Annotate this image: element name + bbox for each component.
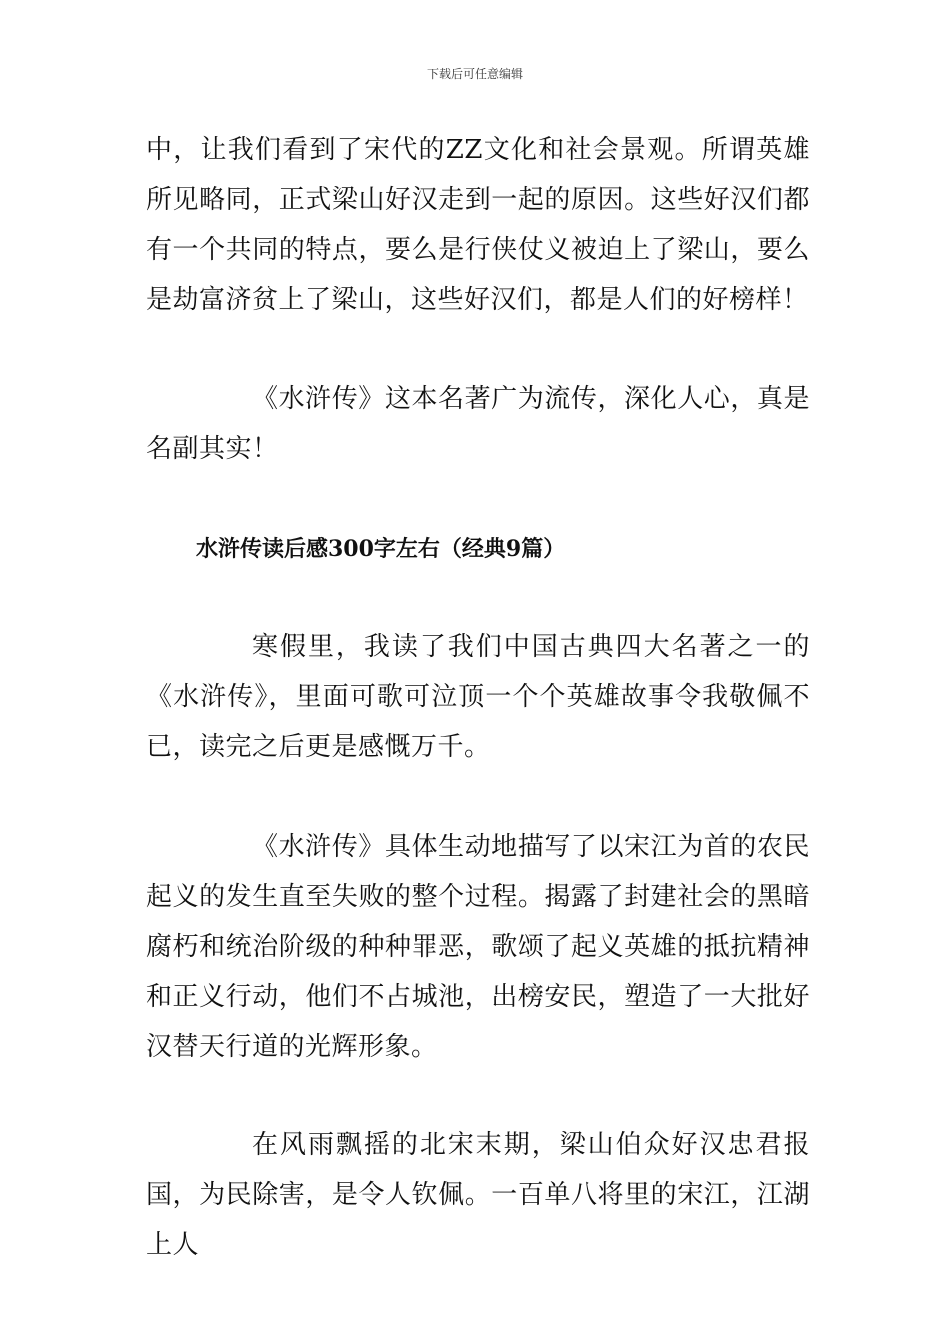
page-header: 下载后可任意编辑 — [426, 67, 523, 81]
section-heading: 水浒传读后感300字左右（经典9篇） — [196, 536, 566, 562]
paragraph-3: 寒假里，我读了我们中国古典四大名著之一的《水浒传》，里面可歌可泣顶一个个英雄故事令我敬佩不已，读完之后更是感慨万千。 — [146, 632, 810, 762]
paragraph-2: 《水浒传》这本名著广为流传，深化人心，真是名副其实！ — [146, 384, 810, 464]
paragraph-5: 在风雨飘摇的北宋末期，梁山伯众好汉忠君报国，为民除害，是令人钦佩。一百单八将里的宋江，江湖上人 — [146, 1130, 810, 1260]
paragraph-4: 《水浒传》具体生动地描写了以宋江为首的农民起义的发生直至失败的整个过程。揭露了封建社会的黑暗腐朽和统治阶级的种种罪恶，歌颂了起义英雄的抵抗精神和正义行动，他们不占城池，出榜安民，塑造了一大批好汉替天行道的光辉形象。 — [146, 832, 810, 1062]
paragraph-1: 中，让我们看到了宋代的ZZ文化和社会景观。所谓英雄所见略同，正式梁山好汉走到一起的原因。这些好汉们都有一个共同的特点，要么是行侠仗义被迫上了梁山，要么是劫富济贫上了梁山，这些好汉们，都是人们的好榜样！ — [146, 135, 810, 315]
